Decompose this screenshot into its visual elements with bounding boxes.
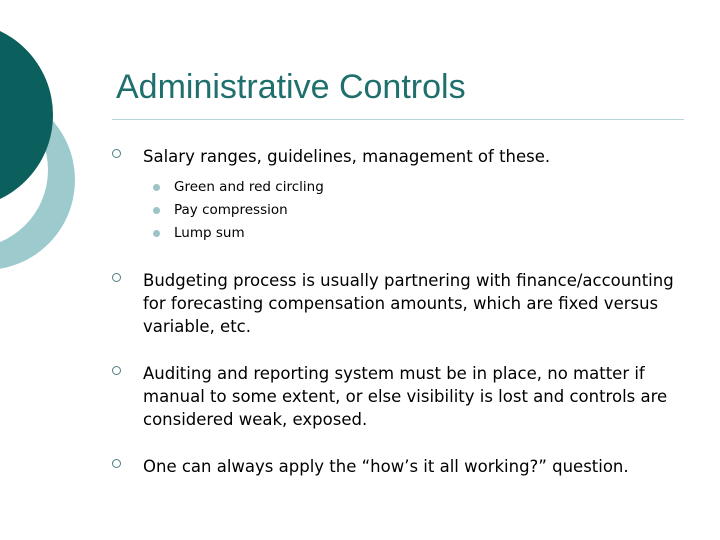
title-rule: [112, 119, 684, 120]
decorative-circles: [0, 0, 120, 300]
bullet-item: [112, 455, 687, 478]
bullet-text: Salary ranges, guidelines, management of these.: [143, 147, 551, 166]
sub-bullet-item: [152, 199, 687, 222]
hollow-circle-bullet-icon: [112, 459, 121, 468]
hollow-circle-bullet-icon: [112, 273, 121, 282]
sub-bullet-text: Lump sum: [174, 225, 245, 241]
filled-dot-bullet-icon: [153, 207, 160, 214]
hollow-circle-bullet-icon: [112, 366, 121, 375]
sub-bullet-text: Green and red circling: [174, 179, 324, 195]
bullet-text: Auditing and reporting system must be in place, no matter if manual to some extent, or else visibility is lost and controls are considered weak, exposed.: [143, 364, 668, 429]
sub-bullet-text: Pay compression: [174, 202, 288, 218]
sub-bullet-item: [152, 222, 687, 245]
bullet-item: [112, 362, 687, 431]
filled-dot-bullet-icon: [153, 230, 160, 237]
sub-bullet-item: [152, 176, 687, 199]
bullet-list: [112, 145, 687, 478]
slide-title: Administrative Controls: [116, 68, 466, 106]
hollow-circle-bullet-icon: [112, 149, 121, 158]
bullet-text: One can always apply the “how’s it all working?” question.: [143, 457, 629, 476]
filled-dot-bullet-icon: [153, 184, 160, 191]
bullet-text: Budgeting process is usually partnering with finance/accounting for forecasting compensation amounts, which are fixed versus variable, etc.: [143, 271, 674, 336]
bullet-item: [112, 269, 687, 338]
sub-bullet-list: [143, 176, 687, 245]
bullet-item: [112, 145, 687, 245]
